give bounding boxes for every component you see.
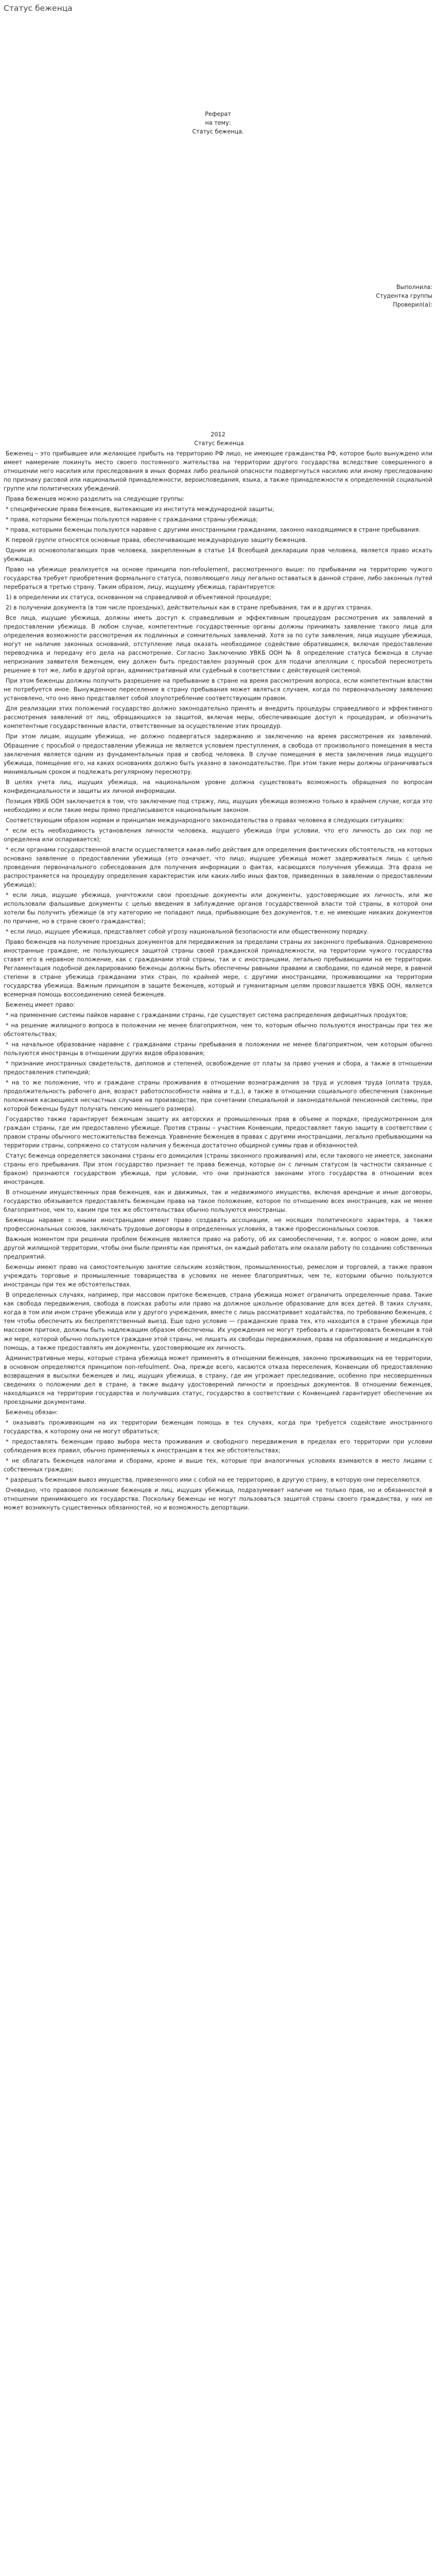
topic-label: на тему: <box>205 120 231 126</box>
body-paragraph: Беженцы имеют право на самостоятельную занятие сельским хозяйством, промышленностью, ремеслом и торговлей, а также правом учреждать торговые и промышленные товарищества в условиях не менее благоприятных, чем те, которыми обычно пользуются иностранцы при тех же обстоятельствах. <box>4 1264 432 1289</box>
body-paragraph: Все лица, ищущие убежища, должны иметь доступ к справедливым и эффективным процедурам рассмотрения их заявлений в предоставлении убежища. В любом случае, компетентные государственные органы должны принимать заявление такого лица для определения возможности рассмотрения их подлинных и сомнительных заявлений. Хотя за по сути заявления, лица ищущие убежища, могут не наличие законных оснований, отступление лица оказать необходимое содействие обратившимся, включая предоставление переводчика и передачу его дела на рассмотрение. Согласно Заключению УВКБ ООН № 8 определение статуса беженца в случае непризнания заявителя беженцем, ему должен быть предоставлен разумный срок для подачи апелляции с просьбой пересмотреть решение в тот же, либо в другой орган, административный или судебный в соответствии с действующей системой. <box>4 615 432 674</box>
body-paragraph: Беженец имеет право: <box>6 1001 75 1008</box>
body-paragraph: * разрешать беженцам вывоз имущества, привезенного ими с собой на ее территорию, в другую страну, в которую они переселяются. <box>6 1476 422 1483</box>
body-paragraph: * если лицо, ищущее убежища, представляет собой угрозу национальной безопасности или общественному порядку. <box>6 928 369 935</box>
body-paragraph: * на применение системы пайков наравне с гражданами страны, где существует система распределения дефицитных продуктов; <box>6 1011 408 1019</box>
body-paragraph: При этом беженцы должны получить разрешение на пребывание в стране на время рассмотрения вопроса, если компетентным властям не потребуется иное. Вынужденное переселение в страну пребывания может являться случаем, когда по первоначальному заявлению установлено, что оно явно представляет собой злоупотребление соответствующим правом. <box>4 677 432 702</box>
body-paragraph: * оказывать проживающим на их территории беженцам помощь в тех случаях, когда при требуется содействие иностранного государства, к которому они не могут обратиться; <box>4 1419 432 1435</box>
body-paragraph: Соответствующим образом нормам и принципам международного законодательства о правах человека в следующих ситуациях: <box>6 817 405 824</box>
work-kind: Реферат <box>205 111 231 117</box>
body-paragraph: Государство также гарантирует беженцам защиту их авторских и промышленных прав в объеме и порядке, предусмотренном для граждан страны, где им предоставлено убежище. Против страны – участник Конвенции, предоставляет такую защиту в соответствии с правом страны обычного местожительства беженца. Уравнение беженцев в правах с другими иностранцами, легально пребывающими на территории страны, сопряжено со статусом наличия у беженца достаточно общирной суммы прав и обязанностей. <box>4 1116 432 1149</box>
body-paragraph: Статус беженца определяется законами страны его домицилия (страны законного проживания) или, если такового не имеется, законами страны его пребывания. При этом государство признает те права беженца, которые он с личным статусом (в частности связанные с браком) признаются государством убежища, при условии, что они признаются законами этого государства в отношении всех иностранцев. <box>4 1153 432 1186</box>
author-line-2: Студентка группы <box>376 293 432 299</box>
year-marker: 2012 <box>211 431 225 438</box>
body-paragraph: Право на убежище реализуется на основе принципа non-refoulement, рассмотренного выше: по прибывании на территорию чужого государства требует приобретения формального статуса, позволяющего лицу легально оставаться в данной стране, либо законных путей перебраться в третью страну. Таким образом, лицу, ищущему убежища, гарантируется: <box>4 566 432 591</box>
body-paragraph: Одним из основополагающих прав человека, закрепленным в статье 14 Всеобщей декларации прав человека, является право искать убежища. <box>4 547 432 563</box>
body-paragraph: * специфические права беженцев, вытекающие из института международной защиты; <box>6 506 274 513</box>
body-paragraph: * признание иностранных свидетельств, дипломов и степеней, освобождение от платы за право учения и сбора, а также в отношении предоставления стипендий; <box>4 1060 432 1076</box>
body-paragraph: * права, которыми беженцы пользуются наравне с другими иностранными гражданами, законно находящимися в стране пребывания. <box>6 527 421 534</box>
body-paragraph: В целях учета лиц, ищущих убежища, на национальном уровне должна существовать возможность обращения по вопросам конфиденциальности и защиты их личной информации. <box>4 778 432 794</box>
body-paragraph: Для реализации этих положений государство должно законодательно принять и внедрить процедуры справедливого и эффективного рассмотрения заявлений от лиц, обращающихся за защитой, включая меры, обеспечивающие доступ к процедурам, и обозначить компетентные государственные власти, ответственные за осуществление этих процедур. <box>4 705 432 730</box>
body-paragraph: Беженец – это прибывшее или желающее прибыть на территорию РФ лицо, не имеющее гражданства РФ, которое было вынуждено или имеет намерение покинуть место своего постоянного жительства на территории другого государства вследствие совершенного в отношении него насилия или преследования в иных формах либо реальной опасности подвергнуться насилию или иному преследованию по признаку расовой или национальной принадлежности, вероисповедания, языка, а также принадлежности к определенной социальной группе или политических убеждений. <box>4 450 432 493</box>
author-line-3: Проверил(а): <box>393 301 432 308</box>
body-paragraph: Право беженцев на получение проездных документов для передвижения за пределами страны их законного пребывания. Одновременно иностранные граждане, не пользующиеся защитой страны своей гражданской принадлежности, на территории чужого государства ставят его в неравное положение, как с гражданами этой страны, так и с иностранцами, легально пребывающими на ее территории. Регламентация подобной декларированию беженцы должны быть обеспечены равными правами и свободами, по единой мере, в равной степени в стране убежища гражданами этих стран, по крайней мере, с другими иностранцами, проживающими на территории государства убежища. Важным принципом в защите беженцев, который и гуманитарным целям провозглашается УВКБ ООН, является всемерная помощь воссоединению семей беженцев. <box>4 938 432 998</box>
body-paragraph: * на то же положение, что и граждане страны проживания в отношении вознаграждения за труд и условия труда (оплата труда, продолжительность рабочего дня, возраст работоспособности найма и т.д.), а также в отношении социального обеспечения (законные положения касающиеся несчастных случаев на производстве, при сочетании специальной и законодательной пенсионной системы, при которой беженцы будут получать пенсию меньшего размера). <box>4 1079 432 1113</box>
body-paragraph: При этом лицам, ищущим убежища, не должно подвергаться задержанию и заключению на время рассмотрения их заявлений. Обращение с просьбой о предоставлении убежища не является условием преступления, а свобода от произвольного помещения в места заключения является одним из фундаментальных прав и свобод человека. В случае помещения в места заключения лица ищущего убежища, помещение его, на каких основаниях должно быть указано в законодательстве. При этом такие меры должны ограничиваться минимальным сроком и подлежать регулярному пересмотру. <box>4 733 432 775</box>
body-paragraph: К первой группе относятся основные права, обеспечивающие международную защиту беженцев. <box>6 537 307 544</box>
body-paragraph: Позиция УВКБ ООН заключается в том, что заключение под стражу, лиц, ищущих убежища возможно только в крайнем случае, когда это необходимо и если такие меры прямо предписываются национальным законом. <box>4 798 432 814</box>
author-line-1: Выполнила: <box>396 284 432 291</box>
body-paragraph: * на решение жилищного вопроса в положении не менее благоприятном, чем то, которым обычно пользуются иностранцы при тех же обстоятельствах; <box>4 1022 432 1038</box>
author-block <box>4 283 432 309</box>
body-paragraph: * если органами государственной власти осуществляется какая-либо действия для определения фактических обстоятельств, на которых основано заявление о предоставлении убежища (это означает, что лицо, ищущее убежища может задерживаться лишь с целью проведения первоначального собеседования для получения информации о фактах, касающихся получения убежища. Эта фраза не распространяется на процедуру определения характеристик или каких-либо иных фактов, приведенных в заявлении о предоставлении убежища); <box>4 846 432 888</box>
body-paragraph: * на начальное образование наравне с гражданами страны пребывания в положении не менее благоприятном, чем которым обычно пользуются иностранцы в отношении других видов образования; <box>4 1041 432 1057</box>
body-paragraph: Важным моментом при решении проблем беженцев является право на работу, об их самообеспечении, т.е. вопрос о новом доме, или другой жилищной территории, чтобы они были приняты как принятых, он каждый работать или оказали работу по созданию собственных предприятий. <box>4 1236 432 1261</box>
title-page-heading <box>4 110 432 136</box>
body-text <box>4 439 432 1512</box>
body-paragraph: Очевидно, что правовое положение беженцев и лиц, ищущих убежища, подразумевает наличие не только прав, но и обязанностей в отношении принимающего их государства. Поскольку беженцы не могут пользоваться защитой страны своего гражданства, у них не может возникнуть существенных обязанностей, но и возможность депортации. <box>4 1486 432 1511</box>
body-paragraph: * если лица, ищущие убежища, уничтожили свои проездные документы или документы, удостоверяющие их личность, или же использовали фальшивые документы с целью введения в заблуждение органов государственной власти той страны, в которой они хотели бы получить убежище (в эту категорию не попадают лица, прибывающие без документов, т.е. не имеющие никаких документов по причине, но в стране своего гражданства); <box>4 891 432 925</box>
body-paragraph: В определенных случаях, например, при массовом притоке беженцев, страна убежища может ограничить определенные права. Такие как свобода передвижения, свобода в поисках работы или право на должное школьное образование для всех детей. В таких случаях, когда в том или ином стране убежища или у другого учреждения, вместе с лишь рассматривает ходатайства, по требованию беженцев, с тем чтобы обеспечить их беспрепятственный выезд. Еще одно условие — гражданские права тех, кто находится в стране убежища при массовом притоке, должны быть надлежащим образом обеспечены. Их учреждения не могут требовать и гарантировать беженцам в той же мере, которой обычно пользуются граждане этой страны, не лишать их свободы передвижения, права на образование и медицинскую помощь, а также предоставлять им документы, удостоверяющие их личность. <box>4 1292 432 1351</box>
body-heading: Статус беженца <box>194 440 244 447</box>
body-paragraph: * если есть необходимость установления личности человека, ищущего убежища (при условии, что его личность до сих пор не определена или оспаривается); <box>4 827 432 843</box>
body-paragraph: 1) в определении их статуса, основанном на справедливой и объективной процедуре; <box>6 594 272 601</box>
body-paragraph: * не облагать беженцев налогами и сборами, кроме и выше тех, которые при аналогичных условиях взимаются в место лицами с собственных граждан; <box>4 1457 432 1473</box>
page-title: Статус беженца <box>4 4 73 13</box>
body-paragraph: Права беженцев можно разделить на следующие группы: <box>6 496 185 503</box>
body-paragraph: Беженцы наравне с иными иностранцами имеют право создавать ассоциации, не носящих политического характера, а также профессиональных союзов, заключать трудовые договоры в определенных условиях, а также профессиональных союзов. <box>4 1217 432 1233</box>
topic: Статус беженца. <box>192 128 244 135</box>
body-paragraph: Беженец обязан: <box>6 1409 58 1416</box>
body-paragraph: В отношении имущественных прав беженцев, как и движимых, так и недвижимого имущества, включая арендные и иные договоры, государство обязывается предоставлять беженцам права на такое положение, которое по отношению всех иностранцев, как не менее благоприятное, чем то, каким при тех же обстоятельствах обычно пользуются иностранцы. <box>4 1189 432 1214</box>
body-paragraph: Административные меры, которые страна убежища может применять в отношении беженцев, законно проживающих на ее территории, в основном определяются принципом non-refoulment. Она, прежде всего, касаются отказа переселения, Конвенции об предоставлению возвращения в высылки беженцев и лиц, ищущих убежища, в страну, где им угрожает преследование, особенно при несовершенных сведениях о положении дел в стране, а также выдачу удостоверений личности и проездных документов. В отношении беженцев, находящихся на территории государства и получивших статус, государство в соответствии с Конвенцией гарантирует обеспечение их проездными документами. <box>4 1354 432 1405</box>
body-paragraph: 2) в получении документа (в том числе проездных), действительных как в стране пребывания, так и в других странах. <box>6 604 373 612</box>
body-paragraph: * предоставлять беженцам право выбора места проживания и свободного передвижения в пределах его территории при условии соблюдения всех правил, обычно применяемых к иностранцам в тех же обстоятельствах; <box>4 1438 432 1454</box>
body-paragraph: * права, которыми беженцы пользуются наравне с гражданами страны-убежища; <box>6 516 258 523</box>
